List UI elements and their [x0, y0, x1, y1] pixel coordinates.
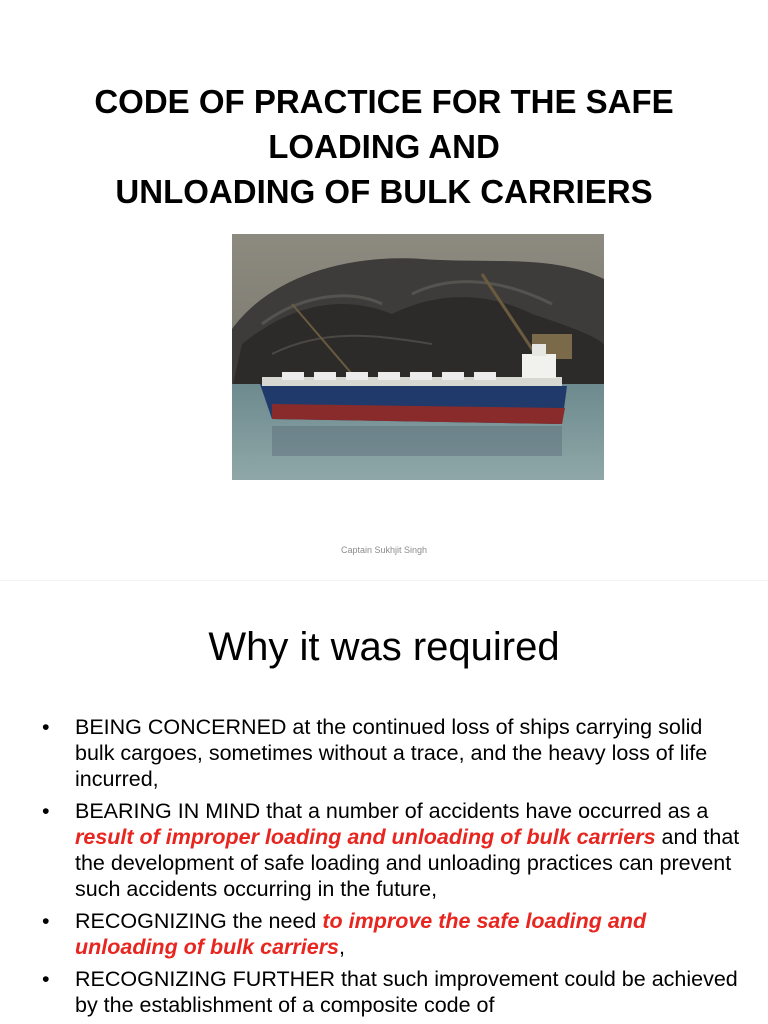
title-line-1: CODE OF PRACTICE FOR THE SAFE — [94, 83, 674, 120]
content-slide — [0, 581, 768, 1024]
title-line-3: UNLOADING OF BULK CARRIERS — [115, 172, 653, 210]
bullet-text: and that the development of safe loading and unloading practices can prevent such accidents occurring in the future, — [75, 825, 740, 901]
bullet-dot-icon: • — [42, 909, 50, 933]
slide-title — [60, 80, 708, 215]
bullet-text: RECOGNIZING the need — [75, 909, 323, 933]
bullet-text: RECOGNIZING FURTHER that such improvement could be achieved by the establishment of a composite code of — [75, 967, 738, 1017]
bullet-text: BEARING IN MIND that a number of accidents have occurred as a — [75, 799, 709, 823]
bullet-item — [40, 798, 740, 902]
bulk-carrier-photo — [232, 234, 604, 480]
bullet-dot-icon: • — [42, 799, 50, 823]
bullet-dot-icon: • — [42, 967, 50, 991]
emphasized-text: result of improper loading and unloading of bulk carriers — [75, 825, 656, 849]
bullet-text: BEING CONCERNED at the continued loss of ships carrying solid bulk cargoes, sometimes without a trace, and the heavy loss of life incurred, — [75, 715, 708, 791]
slide-heading: Why it was required — [208, 625, 560, 669]
bullet-dot-icon: • — [42, 715, 50, 739]
bullet-text: , — [339, 935, 345, 959]
bullet-item — [40, 966, 740, 1018]
emphasized-text: to improve the safe loading and unloading of bulk carriers — [75, 909, 647, 959]
bullet-list — [40, 714, 740, 1024]
bullet-item — [40, 908, 740, 960]
bullet-item — [40, 714, 740, 792]
title-line-2: LOADING AND — [268, 127, 500, 165]
author-credit: Captain Sukhjit Singh — [340, 545, 428, 555]
